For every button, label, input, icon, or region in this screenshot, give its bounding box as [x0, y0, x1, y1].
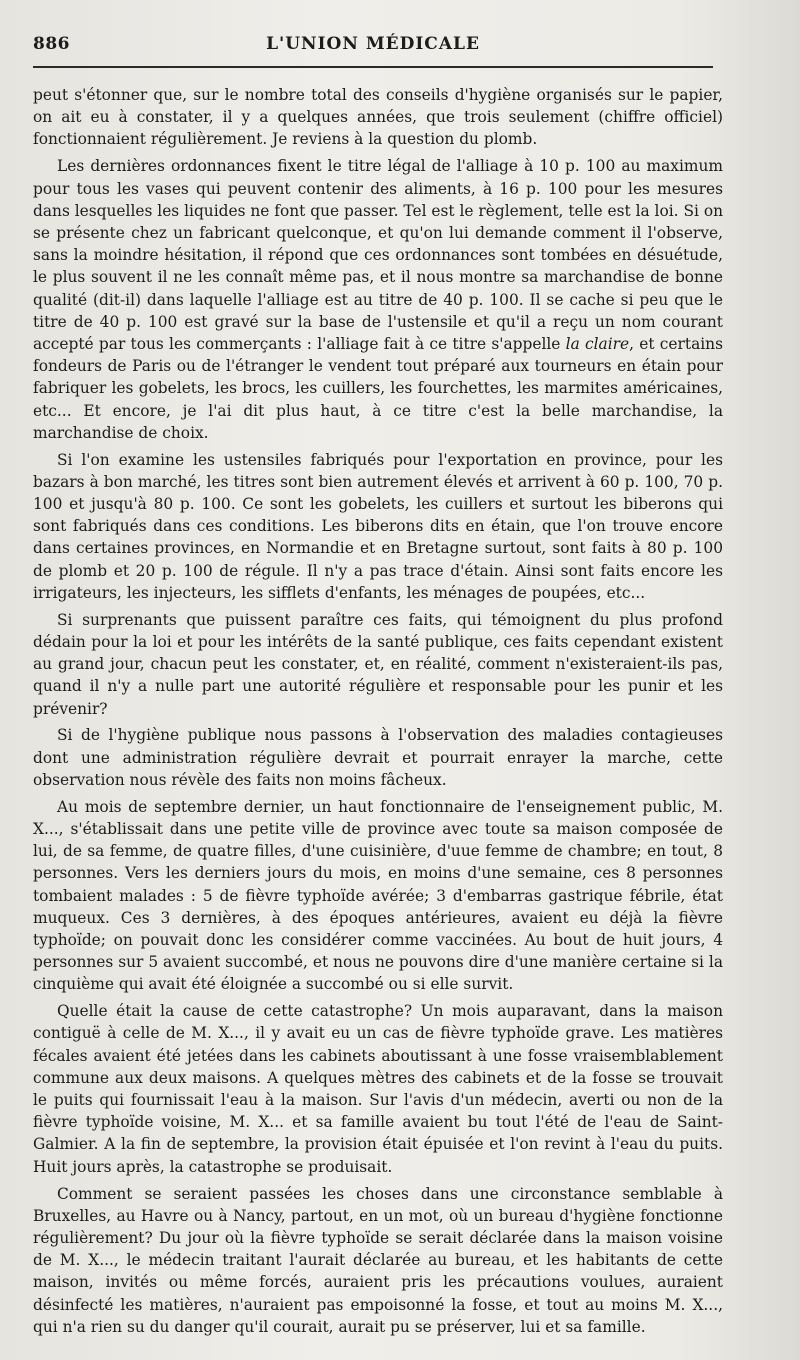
page-header — [33, 34, 713, 58]
text-run: , et certains fondeurs de Paris ou de l'étranger le vendent tout préparé aux tourneurs en étain pour fabriquer les gobelets, les brocs, les cuillers, les fourchettes, les marmites américaines, etc... Et encore, je l'ai dit plus haut, à ce titre c'est la belle marchandise, la marchandise de choix. — [33, 334, 723, 442]
paragraph — [33, 1183, 723, 1338]
body-text — [33, 84, 723, 1343]
page-number: 886 — [33, 34, 70, 54]
paragraph — [33, 1000, 723, 1178]
paragraph — [33, 155, 723, 444]
paragraph — [33, 609, 723, 720]
italic-term: la claire — [565, 334, 630, 353]
text-run: Comment se seraient passées les choses dans une circonstance semblable à Bruxelles, au Havre ou à Nancy, partout, en un mot, où un bureau d'hygiène fonctionne régulièrement? Du jour où la fièvre typhoïde se serait déclarée dans la maison voisine de M. X..., le médecin traitant l'aurait déclarée au bureau, et les habitants de cette maison, invités ou même forcés, auraient pris les précautions voulues, auraient désinfecté les matières, n'auraient pas empoisonné la fosse, et tout au moins M. X..., qui n'a rien su du danger qu'il courait, aurait pu se préserver, lui et sa famille. — [33, 1184, 723, 1336]
paragraph — [33, 449, 723, 604]
text-run: Si l'on examine les ustensiles fabriqués pour l'exportation en province, pour les bazars à bon marché, les titres sont bien autrement élevés et arrivent à 60 p. 100, 70 p. 100 et jusqu'à 80 p. 100. Ce sont les gobelets, les cuillers et surtout les biberons qui sont fabriqués dans ces conditions. Les biberons dits en étain, que l'on trouve encore dans certaines provinces, en Normandie et en Bretagne surtout, sont faits à 80 p. 100 de plomb et 20 p. 100 de régule. Il n'y a pas trace d'étain. Ainsi sont faits encore les irrigateurs, les injecteurs, les sifflets d'enfants, les ménages de poupées, etc... — [33, 450, 723, 602]
text-run: Si de l'hygiène publique nous passons à l'observation des maladies contagieuses dont une administration régulière devrait et pourrait enrayer la marche, cette observation nous révèle des faits non moins fâcheux. — [33, 726, 723, 789]
text-run: Si surprenants que puissent paraître ces faits, qui témoignent du plus profond dédain pour la loi et pour les intérêts de la santé publique, ces faits cependant existent au grand jour, chacun peut les constater, et, en réalité, comment n'existeraient-ils pas, quand il n'y a nulle part une autorité régulière et responsable pour les punir et les prévenir? — [33, 610, 723, 718]
paragraph — [33, 796, 723, 996]
text-run: Quelle était la cause de cette catastrophe? Un mois auparavant, dans la maison contiguë à celle de M. X..., il y avait eu un cas de fièvre typhoïde grave. Les matières fécales avaient été jetées dans les cabinets aboutissant à une fosse vraisemblablement commune aux deux maisons. A quelques mètres des cabinets et de la fosse se trouvait le puits qui fournissait l'eau à la maison. Sur l'avis d'un médecin, averti ou non de la fièvre typhoïde voisine, M. X... et sa famille avaient bu tout l'été de l'eau de Saint-Galmier. A la fin de septembre, la provision était épuisée et l'on revint à l'eau du puits. Huit jours après, la catastrophe se produisait. — [33, 1002, 723, 1176]
paragraph — [33, 84, 723, 151]
text-run: peut s'étonner que, sur le nombre total des conseils d'hygiène organisés sur le papier, on ait eu à constater, il y a quelques années, que trois seulement (chiffre officiel) fonctionnaient régulièrement. Je reviens à la question du plomb. — [33, 86, 723, 149]
header-rule — [33, 66, 713, 68]
paragraph — [33, 724, 723, 791]
running-title: L'UNION MÉDICALE — [266, 34, 480, 54]
text-run: Au mois de septembre dernier, un haut fonctionnaire de l'enseignement public, M. X..., s'établissait dans une petite ville de province avec toute sa maison composée de lui, de sa femme, de quatre filles, d'une cuisinière, d'uue femme de chambre; en tout, 8 personnes. Vers les derniers jours du mois, en moins d'une semaine, ces 8 personnes tombaient malades : 5 de fièvre typhoïde avérée; 3 d'embarras gastrique fébrile, état muqueux. Ces 3 dernières, à des époques antérieures, avaient eu déjà la fièvre typhoïde; on pouvait donc les considérer comme vaccinées. Au bout de huit jours, 4 personnes sur 5 avaient succombé, et nous ne pouvons dire d'une manière certaine si la cinquième qui avait été éloignée a succombé ou si elle survit. — [33, 797, 723, 994]
text-run: Les dernières ordonnances fixent le titre légal de l'alliage à 10 p. 100 au maximum pour tous les vases qui peuvent contenir des aliments, à 16 p. 100 pour les mesures dans lesquelles les liquides ne font que passer. Tel est le règlement, telle est la loi. Si on se présente chez un fabricant quelconque, et qu'on lui demande comment il l'observe, sans la moindre hésitation, il répond que ces ordonnances sont tombées en désuétude, le plus souvent il ne les connaît même pas, et il nous montre sa marchandise de bonne qualité (dit-il) dans laquelle l'alliage est au titre de 40 p. 100. Il se cache si peu que le titre de 40 p. 100 est gravé sur la base de l'ustensile et qu'il a reçu un nom courant accepté par tous les commerçants : l'alliage fait à ce titre s'appelle — [33, 157, 723, 353]
